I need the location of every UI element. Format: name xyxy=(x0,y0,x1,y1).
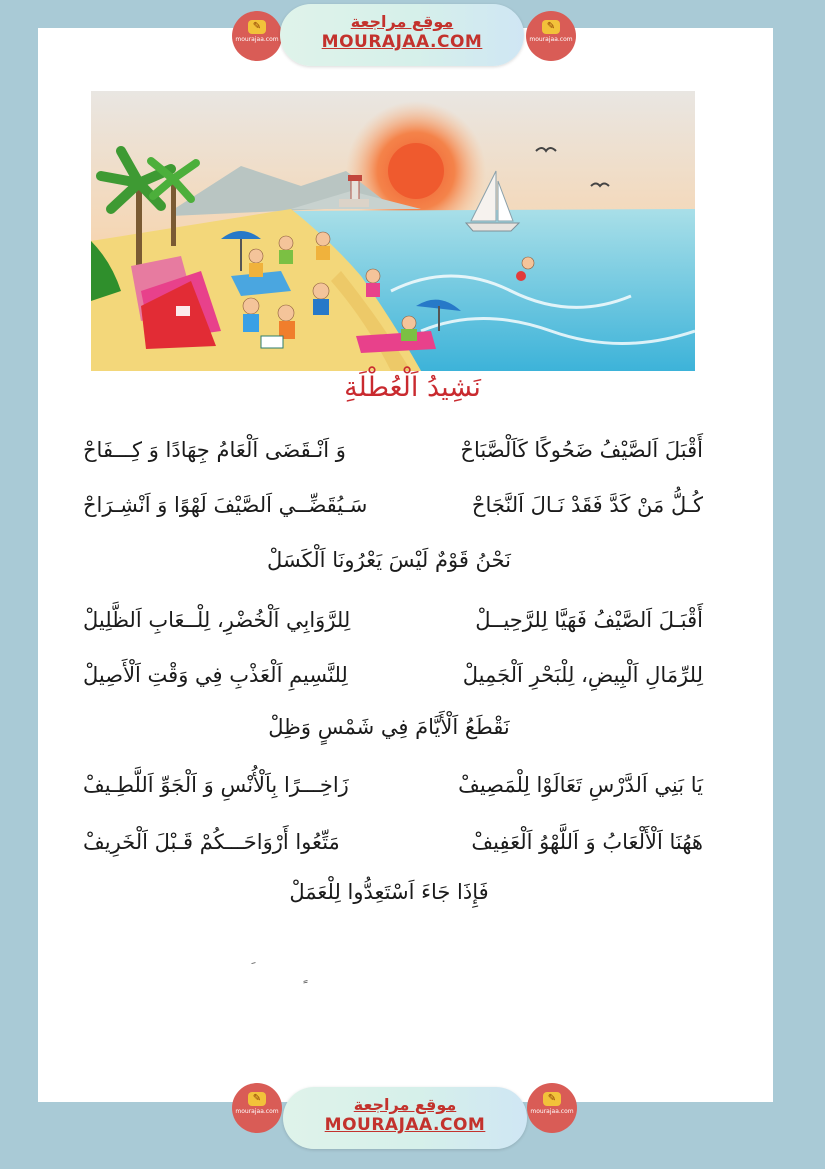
logo-caption: mourajaa.com xyxy=(235,1108,279,1115)
second-hemistich: زَاخِـــرًا بِاَلْأُنْسِ وَ اَلْجَوِّ اَللَّطِـيفْ xyxy=(83,773,349,797)
refrain-line: نَقْطَعُ اَلْأَيَّامَ فِي شَمْسٍ وَظِلْ xyxy=(268,715,510,739)
second-hemistich: لِلرَّوَابِي اَلْخُضْرِ، لِلْــعَابِ اَلظَّلِيلْ xyxy=(83,608,351,632)
book-logo-icon: ✎ xyxy=(542,20,560,34)
first-hemistich: كُـلُّ مَنْ كَدَّ فَقَدْ نَـالَ اَلنَّجَاحْ xyxy=(471,493,703,517)
site-name-arabic[interactable]: موقع مراجعة xyxy=(350,12,454,31)
verse-line xyxy=(75,600,703,648)
first-hemistich: أَقْبَلَ اَلصَّيْفُ ضَحُوكًا كَاَلْصَّبَاحْ xyxy=(460,438,703,462)
logo-caption: mourajaa.com xyxy=(529,36,573,43)
verse-line xyxy=(75,655,703,703)
site-name-latin[interactable]: MOURAJAA.COM xyxy=(321,32,483,52)
header-logo-left xyxy=(232,11,282,61)
logo-caption: mourajaa.com xyxy=(235,36,279,43)
beach-scene-icon xyxy=(91,91,695,371)
first-hemistich: هَهُنَا اَلْأَلْعَابُ وَ اَللَّهْوُ اَلْعَفِيفْ xyxy=(471,830,703,854)
book-logo-icon: ✎ xyxy=(248,20,266,34)
footer-logo-right xyxy=(527,1083,577,1133)
first-hemistich: يَا بَنِي اَلدَّرْسِ تَعَالَوْا لِلْمَصِيفْ xyxy=(458,773,703,797)
second-hemistich: سَـيُقَضِّــي اَلصَّيْفَ لَهْوًا وَ اَنْشِـرَاحْ xyxy=(83,493,368,517)
footer-logo-left xyxy=(232,1083,282,1133)
second-hemistich: وَ اَنْـقَضَى اَلْعَامُ جِهَادًا وَ كِـــفَاحْ xyxy=(83,438,346,462)
verse-line xyxy=(75,430,703,478)
site-name-arabic[interactable]: موقع مراجعة xyxy=(353,1095,457,1114)
refrain-line: نَحْنُ قَوْمٌ لَيْسَ يَعْرُونَا اَلْكَسَلْ xyxy=(267,548,511,572)
site-name-latin[interactable]: MOURAJAA.COM xyxy=(324,1115,486,1135)
header-logo-right xyxy=(526,11,576,61)
logo-caption: mourajaa.com xyxy=(530,1108,574,1115)
verse-line xyxy=(75,765,703,813)
header-site-badge[interactable] xyxy=(280,4,524,66)
first-hemistich: أَقْبَـلَ اَلصَّيْفُ فَهَيَّا لِلرَّحِيــلْ xyxy=(475,608,703,632)
second-hemistich: لِلنَّسِيمِ اَلْعَذْبِ فِي وَقْتِ اَلْأَصِيلْ xyxy=(83,663,348,687)
book-logo-icon: ✎ xyxy=(543,1092,561,1106)
book-logo-icon: ✎ xyxy=(248,1092,266,1106)
first-hemistich: لِلرِّمَالِ اَلْبِيضِ، لِلْبَحْرِ اَلْجَمِيلْ xyxy=(462,663,703,687)
poem-title: نَشِيدُ اَلْعُطْلَةِ xyxy=(344,372,481,403)
verse-line xyxy=(75,485,703,533)
footer-site-badge[interactable] xyxy=(283,1087,527,1149)
verse-line xyxy=(75,822,703,870)
refrain-line: فَإِذَا جَاءَ اَسْتَعِدُّوا لِلْعَمَلْ xyxy=(289,880,489,904)
second-hemistich: مَتِّعُوا أَرْوَاحَـــكُمْ قَـبْلَ اَلْخَرِيفْ xyxy=(83,830,340,854)
